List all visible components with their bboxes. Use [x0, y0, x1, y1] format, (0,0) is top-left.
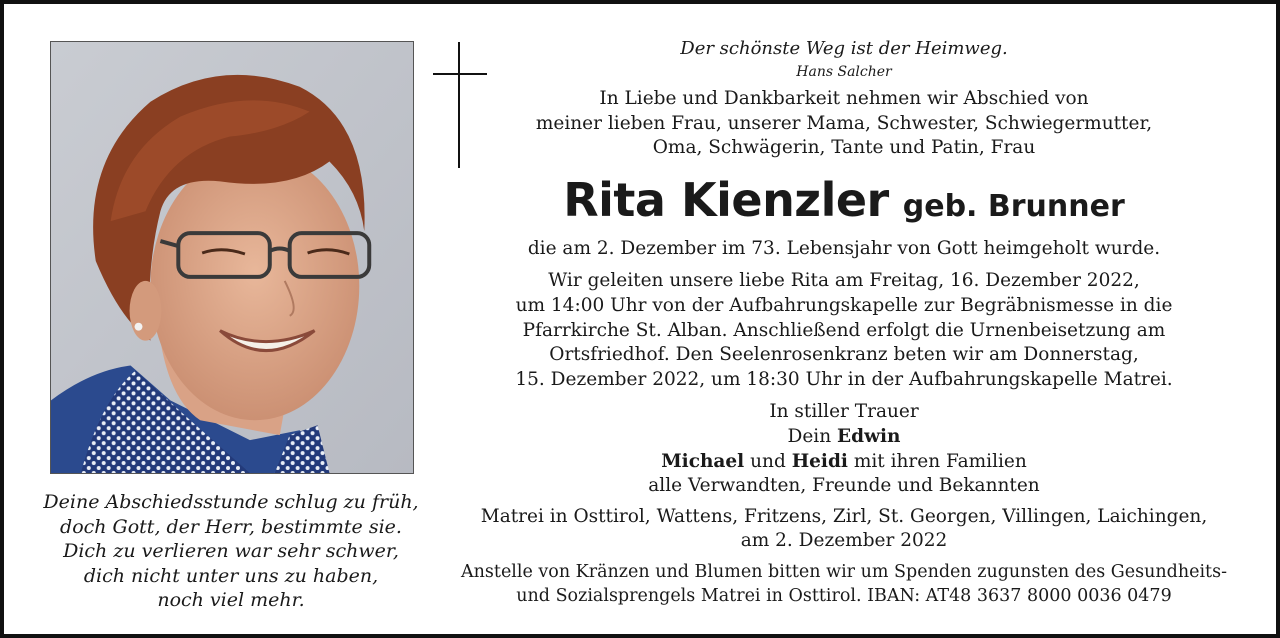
poem — [26, 490, 436, 613]
mourner-name: Heidi — [791, 450, 848, 472]
death-line: die am 2. Dezember im 73. Lebensjahr von Gott heimgeholt wurde. — [527, 237, 1161, 259]
deceased-birth-name: geb. Brunner — [902, 188, 1125, 224]
ceremony-line: 15. Dezember 2022, um 18:30 Uhr in der Aufbahrungskapelle Matrei. — [515, 368, 1173, 390]
poem-line: Deine Abschiedsstunde schlug zu früh, — [43, 491, 419, 513]
place-date — [444, 505, 1244, 554]
deceased-name — [444, 169, 1244, 231]
date-line: am 2. Dezember 2022 — [740, 530, 948, 552]
donation-line: und Sozialsprengels Matrei in Osttirol. IBAN: AT48 3637 8000 0036 0479 — [516, 585, 1172, 606]
mourner-name: Edwin — [837, 425, 901, 447]
mourners-line: alle Verwandten, Freunde und Bekannten — [648, 475, 1040, 497]
place-line: Matrei in Osttirol, Wattens, Fritzens, Zirl, St. Georgen, Villingen, Laichingen, — [480, 505, 1208, 527]
mourners-text: mit ihren Familien — [853, 450, 1027, 472]
ceremony-line: Pfarrkirche St. Alban. Anschließend erfolgt die Urnenbeisetzung am — [522, 319, 1166, 341]
mourners — [444, 400, 1244, 498]
intro-line: Oma, Schwägerin, Tante und Patin, Frau — [652, 137, 1036, 159]
portrait-photo — [50, 41, 414, 474]
intro-line: In Liebe und Dankbarkeit nehmen wir Abschied von — [599, 88, 1089, 109]
notice-text — [444, 36, 1244, 608]
ceremony-line: Wir geleiten unsere liebe Rita am Freitag, 16. Dezember 2022, — [548, 270, 1140, 292]
intro-line: meiner lieben Frau, unserer Mama, Schwester, Schwiegermutter, — [535, 112, 1153, 134]
donation-line: Anstelle von Kränzen und Blumen bitten wir um Spenden zugunsten des Gesundheits- — [461, 561, 1227, 582]
ceremony-line: um 14:00 Uhr von der Aufbahrungskapelle zur Begräbnismesse in die — [515, 294, 1173, 316]
mourners-intro: In stiller Trauer — [769, 401, 919, 423]
poem-line: Dich zu verlieren war sehr schwer, — [63, 540, 399, 562]
portrait-image — [51, 42, 413, 473]
mourners-text: und — [750, 450, 786, 472]
quote-text: Der schönste Weg ist der Heimweg. — [680, 38, 1008, 59]
deceased-name-main: Rita Kienzler — [563, 172, 889, 227]
poem-line: dich nicht unter uns zu haben, — [83, 564, 379, 587]
mourners-line — [444, 425, 1244, 450]
ceremony-line: Ortsfriedhof. Den Seelenrosenkranz beten wir am Donnerstag, — [549, 344, 1139, 366]
poem-line: doch Gott, der Herr, bestimmte sie. — [60, 515, 402, 538]
quote-author: Hans Salcher — [796, 64, 892, 80]
mourners-line — [444, 450, 1244, 475]
mourner-name: Michael — [661, 450, 745, 472]
mourners-text: Dein — [787, 425, 832, 447]
donation-note — [444, 560, 1244, 608]
poem-line: noch viel mehr. — [157, 589, 305, 611]
